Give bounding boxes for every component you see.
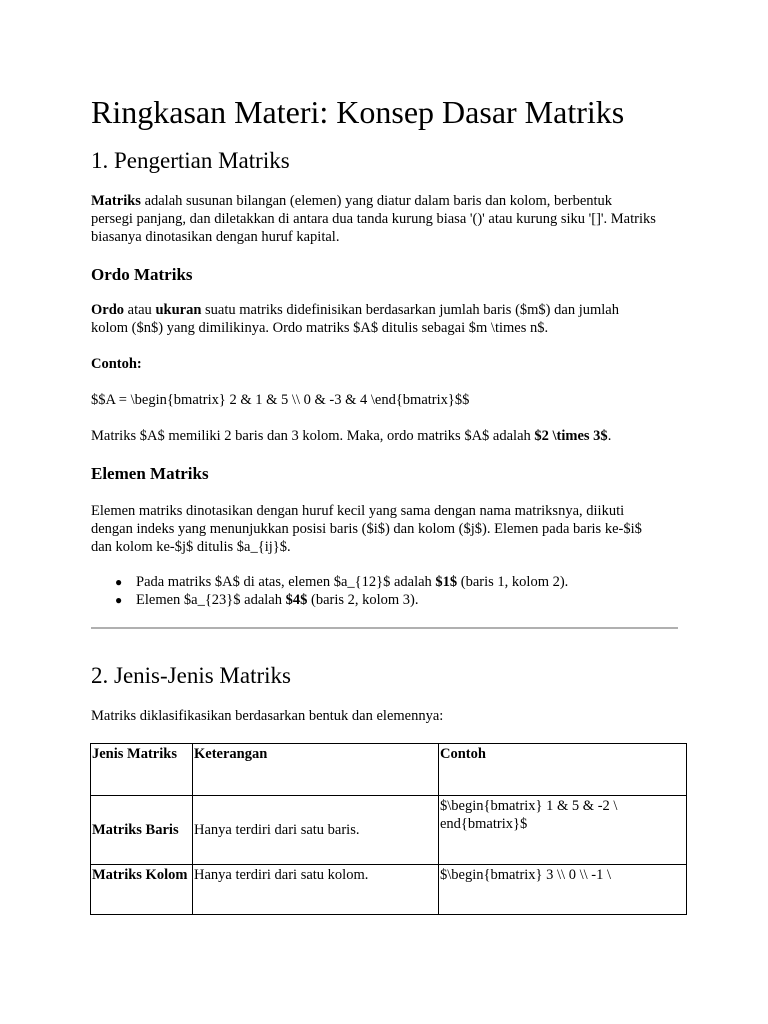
bullet-value: $4$ [285,592,308,608]
term-ukuran: ukuran [155,302,202,318]
jenis-matriks-table [90,743,687,915]
contoh-text: end{bmatrix}$ [440,816,528,832]
bullet-text: Elemen $a_{23}$ adalah [136,592,286,608]
bullet-icon: ● [115,575,123,589]
jenis-label: Matriks Baris [92,822,179,838]
contoh-text: $\begin{bmatrix} 3 \\ 0 \\ -1 \ [440,867,611,883]
cell-jenis [91,796,193,865]
section-heading-pengertian: 1. Pengertian Matriks [91,148,290,173]
contoh-label [91,355,691,373]
paragraph-elemen [91,502,691,556]
contoh-label-text: Contoh: [91,356,142,372]
bullet-text: (baris 1, kolom 2). [457,574,569,590]
horizontal-divider [91,627,678,629]
bullet-text: (baris 2, kolom 3). [307,592,419,608]
definisi-text: adalah susunan bilangan (elemen) yang diatur dalam baris dan kolom, berbentuk [140,193,613,209]
table-header-row [91,744,687,796]
bullet-icon: ● [115,593,123,607]
list-item [91,573,568,591]
elemen-bullet-list [91,573,568,609]
table-row [91,865,687,915]
page-title: Ringkasan Materi: Konsep Dasar Matriks [91,94,625,130]
cell-jenis [91,865,193,915]
cell-keterangan: Hanya terdiri dari satu kolom. [193,865,439,915]
table-row [91,796,687,865]
cell-keterangan: Hanya terdiri dari satu baris. [193,796,439,865]
header-contoh: Contoh [439,744,687,796]
jenis-intro: Matriks diklasifikasikan berdasarkan bentuk dan elemennya: [91,708,444,724]
result-text: Matriks $A$ memiliki 2 baris dan 3 kolom. Maka, ordo matriks $A$ adalah [91,428,535,444]
bullet-value: $1$ [435,574,458,590]
cell-contoh [439,865,687,915]
elemen-text: dan kolom ke-$j$ ditulis $a_{ij}$. [91,539,291,555]
paragraph-ordo [91,301,691,337]
bullet-text: Pada matriks $A$ di atas, elemen $a_{12}$ adalah [136,574,436,590]
paragraph-definisi [91,192,691,246]
term-matriks: Matriks [91,193,141,209]
ordo-text: suatu matriks didefinisikan berdasarkan jumlah baris ($m$) dan jumlah [201,302,619,318]
result-ordo: $2 \times 3$ [534,428,608,444]
header-jenis: Jenis Matriks [91,744,193,796]
definisi-text: persegi panjang, dan diletakkan di antara dua tanda kurung biasa '()' atau kurung siku '[]'. Matriks [91,211,656,227]
subheading-ordo: Ordo Matriks [91,265,193,284]
section-heading-jenis: 2. Jenis-Jenis Matriks [91,663,291,688]
result-end: . [607,428,612,444]
ordo-text: kolom ($n$) yang dimilikinya. Ordo matriks $A$ ditulis sebagai $m \times n$. [91,320,549,336]
elemen-text: dengan indeks yang menunjukkan posisi baris ($i$) dan kolom ($j$). Elemen pada baris ke-$i$ [91,521,642,537]
contoh-formula: $$A = \begin{bmatrix} 2 & 1 & 5 \\ 0 & -3 & 4 \end{bmatrix}$$ [91,392,470,408]
contoh-text: $\begin{bmatrix} 1 & 5 & -2 \ [440,798,618,814]
term-ordo: Ordo [91,302,125,318]
elemen-text: Elemen matriks dinotasikan dengan huruf kecil yang sama dengan nama matriksnya, diikuti [91,503,625,519]
header-keterangan: Keterangan [193,744,439,796]
subheading-elemen: Elemen Matriks [91,464,209,483]
definisi-text: biasanya dinotasikan dengan huruf kapital. [91,229,340,245]
ordo-text: atau [124,302,156,318]
contoh-result [91,427,691,445]
cell-contoh [439,796,687,865]
list-item [91,591,568,609]
jenis-label: Matriks Kolom [92,867,188,883]
